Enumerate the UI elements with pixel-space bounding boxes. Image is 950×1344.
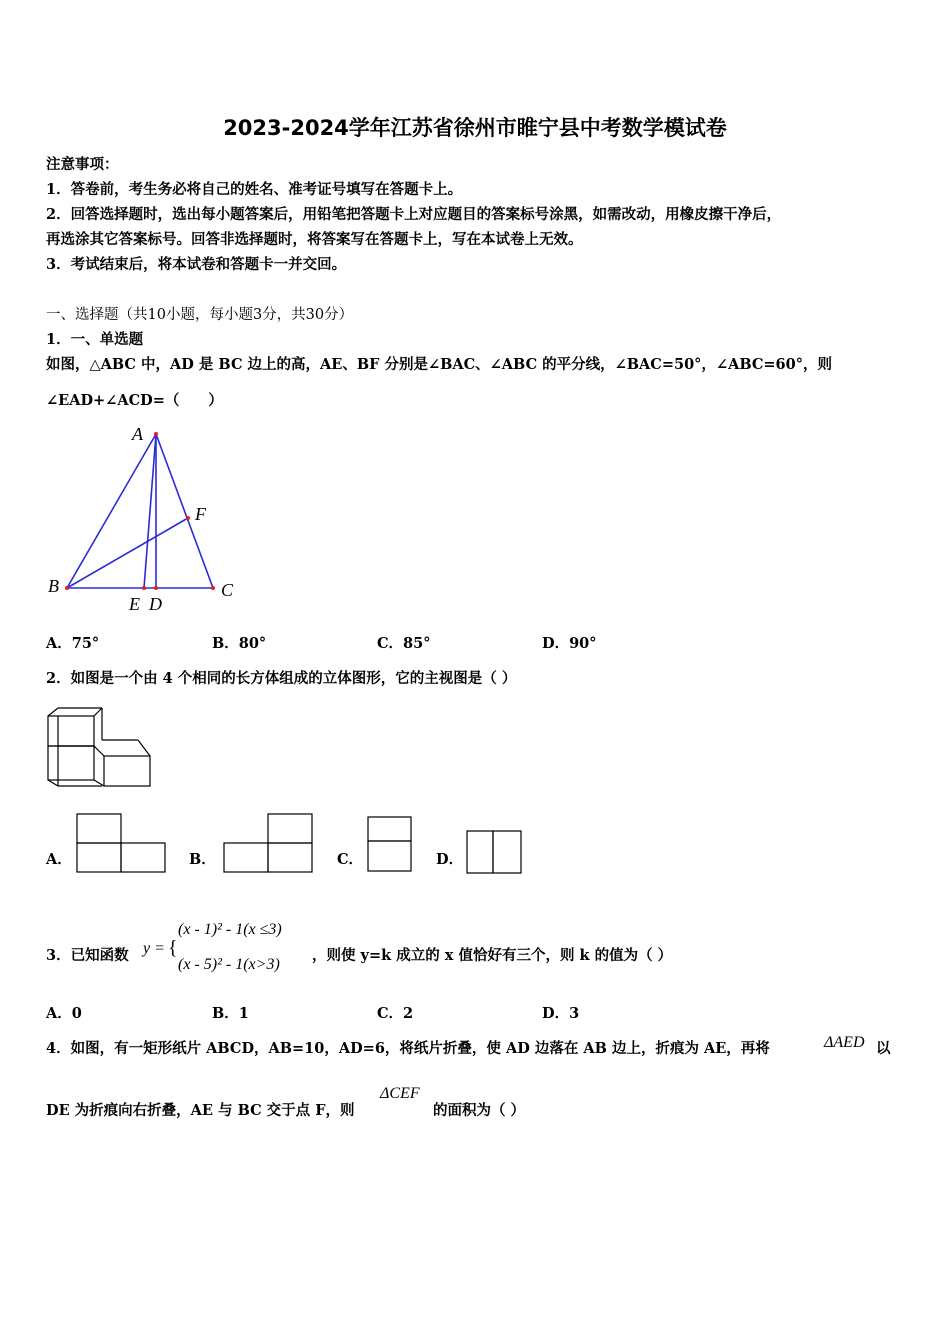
notice-item: 再选涂其它答案标号。回答非选择题时，将答案写在答题卡上，写在本试卷上无效。: [46, 231, 583, 248]
section-heading: 一、选择题（共10小题，每小题3分，共30分）: [46, 307, 354, 323]
q2-option-c-label[interactable]: C．: [337, 851, 364, 868]
q3-case2: (x - 5)² - 1(x>3): [178, 956, 280, 973]
notice-item: 1．答卷前，考生务必将自己的姓名、准考证号填写在答题卡上。: [46, 181, 463, 198]
q1-triangle-figure: [40, 420, 250, 620]
q3-option-b[interactable]: B．1: [212, 1005, 249, 1022]
notice-item: 2．回答选择题时，选出每小题答案后，用铅笔把答题卡上对应题目的答案标号涂黑，如需改动，用橡皮擦干净后，: [46, 206, 782, 223]
q2-option-c-figure[interactable]: [367, 815, 413, 873]
notice-item: 3．考试结束后，将本试卷和答题卡一并交回。: [46, 256, 347, 273]
q2-option-a-label[interactable]: A．: [46, 851, 72, 868]
q1-option-b[interactable]: B．80°: [212, 635, 267, 652]
q4-triangle-aed: ΔAED: [824, 1034, 865, 1051]
q2-option-d-label[interactable]: D．: [436, 851, 464, 868]
q3-suffix: ，则使 y=k 成立的 x 值恰好有三个，则 k 的值为（ ）: [312, 947, 673, 964]
q3-option-d[interactable]: D．3: [542, 1005, 580, 1022]
q1-option-a[interactable]: A．75°: [46, 635, 100, 652]
q1-text-line2: ∠EAD+∠ACD=（ ）: [46, 392, 223, 409]
q4-triangle-cef: ΔCEF: [380, 1085, 420, 1102]
section-subheading: 1．一、单选题: [46, 331, 144, 348]
label-c: C: [221, 580, 234, 600]
q3-brace: {: [168, 937, 178, 959]
bisector-bf: [67, 518, 188, 588]
triangle-abc: [67, 434, 213, 588]
q1-option-c[interactable]: C．85°: [377, 635, 431, 652]
q3-option-a[interactable]: A．0: [46, 1005, 82, 1022]
q4-text-line1: 4．如图，有一矩形纸片 ABCD，AB=10，AD=6，将纸片折叠，使 AD 边落在 AB 边上，折痕为 AE，再将: [46, 1040, 770, 1057]
q2-option-b-figure[interactable]: [223, 812, 315, 874]
q3-function-y: y =: [143, 940, 165, 957]
label-b: B: [48, 576, 59, 596]
label-f: F: [195, 504, 206, 524]
q4-text-after-tri: 以: [876, 1040, 891, 1057]
label-e: E: [129, 594, 140, 614]
label-a: A: [132, 424, 143, 444]
q3-case1: (x - 1)² - 1(x ≤3): [178, 921, 282, 938]
q3-prefix: 3．已知函数: [46, 947, 129, 964]
page-title: 2023-2024学年江苏省徐州市睢宁县中考数学模试卷: [223, 116, 727, 140]
q2-solid-figure: [46, 706, 156, 790]
notice-heading: 注意事项：: [46, 156, 119, 173]
q1-option-d[interactable]: D．90°: [542, 635, 597, 652]
label-d: D: [149, 594, 162, 614]
bisector-ae: [144, 434, 156, 588]
q2-option-b-label[interactable]: B．: [189, 851, 216, 868]
q3-option-c[interactable]: C．2: [377, 1005, 414, 1022]
q4-text-line2: DE 为折痕向右折叠，AE 与 BC 交于点 F，则: [46, 1102, 355, 1119]
q2-option-d-figure[interactable]: [466, 829, 524, 875]
q1-text-line1: 如图，△ABC 中，AD 是 BC 边上的高，AE、BF 分别是∠BAC、∠ABC 的平分线，∠BAC=50°，∠ABC=60°，则: [46, 356, 832, 373]
q2-option-a-figure[interactable]: [76, 812, 168, 874]
q2-text: 2．如图是一个由 4 个相同的长方体组成的立体图形，它的主视图是（ ）: [46, 670, 517, 687]
q4-text-line2-suffix: 的面积为（ ）: [433, 1102, 526, 1119]
